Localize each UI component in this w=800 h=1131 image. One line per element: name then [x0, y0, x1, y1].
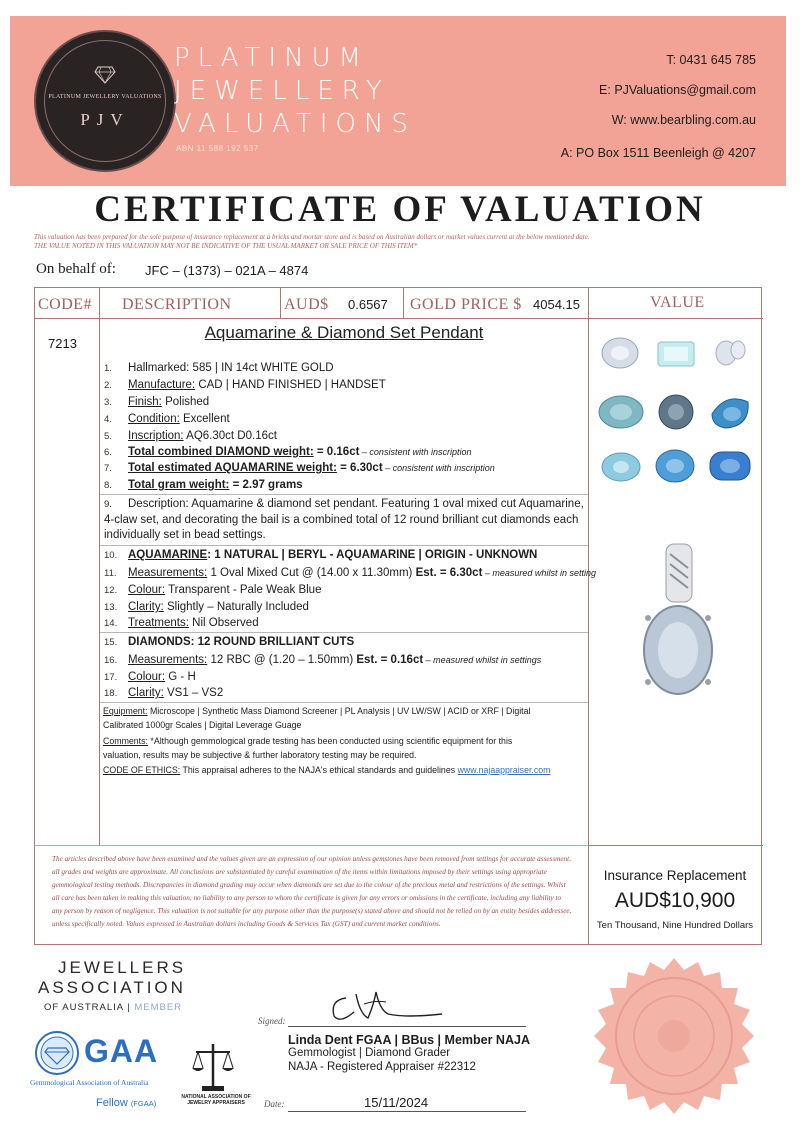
spec-estimate: Est. = 6.30ct: [415, 567, 483, 579]
spec-label: Total combined DIAMOND weight:: [128, 446, 314, 458]
line-number: 6.: [104, 447, 112, 458]
spec-line-13: [104, 601, 309, 613]
comments-line-2: valuation, results may be subjective & further laboratory testing may be required.: [103, 750, 417, 760]
gold-divider: [403, 287, 404, 318]
contact-phone: T: 0431 645 785: [666, 53, 756, 67]
gold-price-header: GOLD PRICE $: [410, 296, 522, 313]
line-number: 7.: [104, 463, 112, 474]
gem-reference-grey-round: [654, 392, 698, 432]
comments-text: *Although gemmological grade testing has been conducted using scientific equipment for this: [147, 736, 513, 746]
item-code: 7213: [48, 336, 77, 351]
line-number: 12.: [104, 585, 118, 596]
pendant-photo: [628, 540, 728, 710]
spec-line-8: [104, 479, 303, 491]
signer-registration: NAJA - Registered Appraiser #22312: [288, 1061, 476, 1073]
insurance-value-words: Ten Thousand, Nine Hundred Dollars: [596, 920, 754, 931]
ja-member: MEMBER: [134, 1002, 183, 1013]
ja-logo-line-1: JEWELLERS: [58, 958, 187, 977]
line-number: 10.: [104, 550, 118, 561]
abn-number: ABN 11 588 192 537: [176, 144, 259, 153]
row-separator: [100, 702, 588, 703]
line-number: 4.: [104, 414, 112, 425]
ja-logo-line-3: [44, 1002, 182, 1013]
spec-line-5: [104, 430, 277, 442]
spec-note: – consistent with inscription: [359, 447, 472, 457]
fellow-label: Fellow: [96, 1097, 131, 1109]
spec-label: Manufacture:: [128, 379, 196, 391]
spec-label: Treatments:: [128, 617, 189, 629]
spec-note: – measured whilst in settings: [423, 655, 542, 665]
line-number: 15.: [104, 637, 118, 648]
spec-line-10: [104, 549, 537, 561]
spec-value: VS1 – VS2: [163, 687, 224, 699]
spec-line-15: [104, 636, 354, 648]
value-header: VALUE: [650, 294, 705, 311]
equipment-text: Microscope | Synthetic Mass Diamond Screener | PL Analysis | UV LW/SW | ACID or XRF | Digital: [147, 706, 531, 716]
line-number: 13.: [104, 602, 118, 613]
spec-estimate: Est. = 0.16ct: [356, 654, 424, 666]
embossed-seal: [594, 956, 754, 1116]
gem-reference-aqua-cushion: [596, 392, 646, 432]
logo-initials: PJV: [80, 110, 130, 129]
certificate-title: CERTIFICATE OF VALUATION: [94, 189, 706, 230]
signature: [316, 984, 446, 1028]
spec-line-12: [104, 584, 321, 596]
item-title: Aquamarine & Diamond Set Pendant: [204, 323, 484, 342]
brand-line-2: JEWELLERY: [174, 76, 390, 106]
disclaimer-line-2: THE VALUE NOTED IN THIS VALUATION MAY NOT BE INDICATIVE OF THE USUAL MARKET OR SALE PRICE OF THIS ITEM*: [34, 242, 418, 250]
signature-line: [288, 1026, 526, 1027]
naja-link[interactable]: www.najaappraiser.com: [457, 765, 551, 775]
spec-value: 1 Oval Mixed Cut @ (14.00 x 11.30mm): [207, 567, 416, 579]
spec-line-11: [104, 567, 596, 579]
signer-name: Linda Dent FGAA | BBus | Member NAJA: [288, 1033, 530, 1047]
line-number: 9.: [104, 499, 112, 510]
code-header: CODE#: [38, 296, 93, 313]
spec-label: Total estimated AQUAMARINE weight:: [128, 462, 337, 474]
gem-reference-emerald-cut: [652, 338, 700, 372]
aud-rate-value: 0.6567: [348, 297, 388, 312]
insurance-label: Insurance Replacement: [603, 868, 747, 883]
gem-reference-blue-pear: [706, 392, 754, 432]
on-behalf-label: On behalf of:: [36, 261, 116, 277]
spec-label: Condition:: [128, 413, 180, 425]
gem-reference-clear-pair: [708, 336, 752, 374]
line-number: 16.: [104, 655, 118, 666]
signer-title: Gemmologist | Diamond Grader: [288, 1047, 451, 1059]
row-separator: [100, 494, 588, 495]
spec-value: 12 RBC @ (1.20 – 1.50mm): [207, 654, 357, 666]
company-logo: [34, 30, 176, 172]
certificate-date: 15/11/2024: [364, 1095, 429, 1110]
spec-label: Measurements:: [128, 654, 208, 666]
line-number: 2.: [104, 380, 112, 391]
naja-logo-text: [178, 1094, 254, 1106]
spec-value: = 0.16ct: [313, 446, 360, 458]
spec-label: AQUAMARINE: [128, 549, 208, 561]
gem-reference-blue-cushion: [706, 448, 754, 486]
value-column-divider: [588, 287, 589, 945]
insurance-value: AUD$10,900: [614, 889, 736, 912]
gem-reference-blue-oval: [652, 446, 698, 486]
ja-logo-line-2: ASSOCIATION: [38, 978, 186, 997]
scales-icon: [190, 1040, 236, 1094]
spec-value: Slightly – Naturally Included: [163, 601, 309, 613]
diamond-icon: [94, 66, 116, 84]
spec-label: Measurements:: [128, 567, 208, 579]
spec-line-1: [104, 362, 334, 374]
gem-reference-light-aqua: [598, 448, 644, 486]
description-header: DESCRIPTION: [122, 296, 232, 313]
spec-label: Clarity:: [128, 601, 164, 613]
spec-line-18: [104, 687, 223, 699]
code-of-ethics: [103, 765, 550, 775]
logo-ring: [44, 40, 166, 162]
line-number: 18.: [104, 688, 118, 699]
line-number: 8.: [104, 480, 112, 491]
on-behalf-value: JFC – (1373) – 021A – 4874: [145, 263, 309, 278]
spec-value: AQ6.30ct D0.16ct: [183, 430, 277, 442]
equipment-label: Equipment:: [103, 706, 148, 716]
spec-description: : Aquamarine & diamond set pendant. Featuring 1 oval mixed cut Aquamarine, 4-claw set, and decorating the bail is a combined total of 12 round brilliant cut diamonds each individually set in bead settings.: [104, 498, 584, 541]
spec-value: DIAMONDS: 12 ROUND BRILLIANT CUTS: [128, 636, 355, 648]
spec-line-4: [104, 413, 230, 425]
spec-hallmark: Hallmarked: 585 | IN 14ct WHITE GOLD: [128, 362, 334, 374]
line-number: 3.: [104, 397, 112, 408]
contact-website[interactable]: W: www.bearbling.com.au: [611, 113, 756, 127]
line-number: 1.: [104, 363, 112, 374]
aud-header: AUD$: [284, 296, 329, 313]
disclaimer-line-1: This valuation has been prepared for the sole purpose of insurance replacement at a bricks and mortar store and is based on Australian dollars or market values current at the below mentioned date.: [34, 233, 590, 241]
line-number: 5.: [104, 431, 112, 442]
line-number: 11.: [104, 568, 117, 579]
date-label: Date:: [264, 1099, 285, 1109]
spec-label: Colour:: [128, 584, 166, 596]
spec-value: Excellent: [179, 413, 230, 425]
fineprint-divider: [34, 845, 588, 846]
fellow-abbr: (FGAA): [130, 1099, 157, 1108]
spec-value: Nil Observed: [188, 617, 259, 629]
equipment-line-1: [103, 706, 530, 716]
spec-line-9: [104, 497, 584, 544]
gem-reference-clear-round: [598, 336, 642, 374]
spec-line-17: [104, 671, 196, 683]
signed-label: Signed:: [258, 1016, 286, 1026]
spec-value: Polished: [161, 396, 210, 408]
naja-line-1: NATIONAL ASSOCIATION OF: [181, 1094, 251, 1100]
comments-label: Comments:: [103, 736, 148, 746]
spec-note: – measured whilst in setting: [482, 568, 596, 578]
brand-line-3: VALUATIONS: [174, 109, 416, 139]
value-divider: [588, 845, 763, 846]
spec-line-14: [104, 617, 259, 629]
fellow-status: [96, 1097, 156, 1109]
valuation-disclaimer: [34, 233, 774, 251]
spec-value: = 6.30ct: [336, 462, 383, 474]
line-number: 14.: [104, 618, 118, 629]
spec-label: Clarity:: [128, 687, 164, 699]
logo-arc-text: PLATINUM JEWELLERY VALUATIONS: [48, 94, 162, 100]
ethics-text: This appraisal adheres to the NAJA's ethical standards and guidelines: [180, 765, 458, 775]
code-column-divider: [99, 287, 100, 845]
spec-note: – consistent with inscription: [382, 463, 495, 473]
gaa-logo-text: GAA: [84, 1033, 159, 1069]
row-separator: [100, 632, 588, 633]
naja-line-2: JEWELRY APPRAISERS: [187, 1100, 245, 1106]
header-divider: [34, 318, 763, 319]
date-line: [288, 1111, 526, 1112]
spec-label: Description: [128, 498, 186, 510]
gaa-full-name: Gemmological Association of Australia: [30, 1078, 149, 1087]
spec-line-2: [104, 379, 386, 391]
equipment-line-2: Calibrated 1000gr Scales | Digital Leverage Guage: [103, 720, 302, 730]
gold-price-value: 4054.15: [533, 297, 580, 312]
spec-line-6: [104, 446, 471, 458]
aud-divider: [280, 287, 281, 318]
spec-value: G - H: [165, 671, 196, 683]
spec-value: Transparent - Pale Weak Blue: [165, 584, 322, 596]
ethics-label: CODE OF ETHICS:: [103, 765, 181, 775]
comments-line-1: [103, 736, 512, 746]
spec-label: Finish:: [128, 396, 162, 408]
row-separator: [100, 545, 588, 546]
legal-fine-print: The articles described above have been examined and the values given are an expression of our opinion unless gemstones have been removed from settings for accurate assessment, all grades and weights are approximate. All conclusions are substantiated by careful examination of the items within limitations imposed by their settings using appropriate gemmological testing methods. Discrepancies in diamond grading may occur when diamonds are set due to the colour of the precious metal and restrictions of the settings. Whilst all care has been taken in making this valuation, no liability to any person to whom the certificate is given for any errors or omissions in the certificate, including any liability to any person by reason of negligence. This valuation is not suitable for any purpose other than the purpose(s) stated above and should not be relied on by an entity besides addressee, unless specifically noted. Values expressed in Australian dollars including Goods & Services Tax (GST) and current market conditions.: [52, 855, 572, 928]
line-number: 17.: [104, 672, 118, 683]
letterhead: [10, 16, 786, 186]
brand-line-1: PLATINUM: [174, 43, 369, 73]
spec-line-3: [104, 396, 209, 408]
ja-country: OF AUSTRALIA |: [44, 1002, 135, 1013]
gaa-emblem-icon: [34, 1030, 80, 1076]
spec-line-16: [104, 654, 541, 666]
spec-line-7: [104, 462, 495, 474]
spec-value: CAD | HAND FINISHED | HANDSET: [195, 379, 386, 391]
spec-value: = 2.97 grams: [229, 479, 303, 491]
contact-email[interactable]: E: PJValuations@gmail.com: [599, 83, 756, 97]
spec-value: : 1 NATURAL | BERYL - AQUAMARINE | ORIGIN - UNKNOWN: [207, 549, 538, 561]
contact-address: A: PO Box 1511 Beenleigh @ 4207: [560, 146, 756, 160]
spec-label: Inscription:: [128, 430, 184, 442]
spec-label: Total gram weight:: [128, 479, 230, 491]
brand-name: [174, 42, 416, 141]
spec-label: Colour:: [128, 671, 166, 683]
